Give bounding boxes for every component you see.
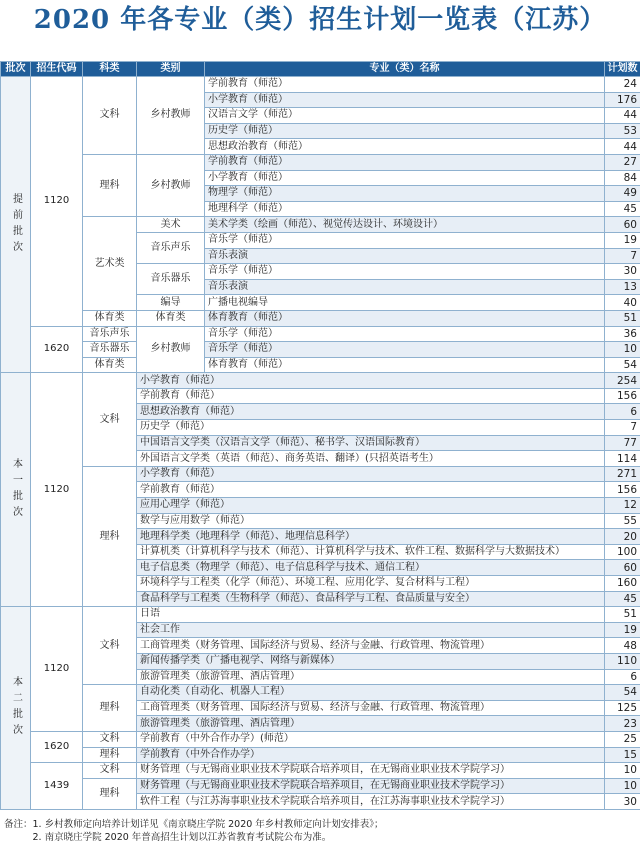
category-cell: 编导 bbox=[137, 295, 205, 311]
table-row bbox=[1, 357, 640, 373]
footnote-1: 备注：1. 乡村教师定向培养计划详见《南京晓庄学院 2020 年乡村教师定向计划安排表》； bbox=[4, 819, 384, 830]
batch-cell: 本二批次 bbox=[1, 607, 31, 810]
count-cell: 48 bbox=[605, 638, 640, 654]
program-cell: 地理科学类（地理科学（师范）、地理信息科学） bbox=[137, 529, 605, 545]
program-cell: 计算机类（计算机科学与技术（师范）、计算机科学与技术、软件工程、数据科学与大数据技术） bbox=[137, 544, 605, 560]
count-cell: 254 bbox=[605, 373, 640, 389]
subject-cell: 体育类 bbox=[83, 310, 137, 326]
batch-cell: 提前批次 bbox=[1, 77, 31, 373]
code-cell: 1120 bbox=[31, 607, 83, 732]
count-cell: 10 bbox=[605, 763, 640, 779]
count-cell: 27 bbox=[605, 154, 640, 170]
count-cell: 13 bbox=[605, 279, 640, 295]
table-row bbox=[1, 310, 640, 326]
count-cell: 44 bbox=[605, 139, 640, 155]
program-cell: 音乐学（师范） bbox=[205, 342, 605, 358]
program-cell: 学前教育（师范） bbox=[205, 77, 605, 93]
count-cell: 19 bbox=[605, 232, 640, 248]
program-cell: 数学与应用数学（师范） bbox=[137, 513, 605, 529]
program-cell: 旅游管理类（旅游管理、酒店管理） bbox=[137, 716, 605, 732]
count-cell: 30 bbox=[605, 264, 640, 280]
table-row bbox=[1, 731, 640, 747]
count-cell: 45 bbox=[605, 201, 640, 217]
table-row bbox=[1, 778, 640, 794]
subject-cell: 体育类 bbox=[83, 357, 137, 373]
program-cell: 应用心理学（师范） bbox=[137, 498, 605, 514]
program-cell: 物理学（师范） bbox=[205, 186, 605, 202]
table-row bbox=[1, 326, 640, 342]
program-cell: 学前教育（中外合作办学） bbox=[137, 747, 605, 763]
subject-cell: 文科 bbox=[83, 77, 137, 155]
subject-cell: 文科 bbox=[83, 731, 137, 747]
program-cell: 食品科学与工程类（生物科学（师范）、食品科学与工程、食品质量与安全） bbox=[137, 591, 605, 607]
subject-cell: 理科 bbox=[83, 685, 137, 732]
table-row bbox=[1, 763, 640, 779]
program-cell: 工商管理类（财务管理、国际经济与贸易、经济与金融、行政管理、物流管理） bbox=[137, 700, 605, 716]
header-category: 类别 bbox=[137, 62, 205, 77]
count-cell: 24 bbox=[605, 77, 640, 93]
program-cell: 外国语言文学类（英语（师范）、商务英语、翻译）(只招英语考生） bbox=[137, 451, 605, 467]
program-cell: 音乐表演 bbox=[205, 279, 605, 295]
program-cell: 新闻传播学类（广播电视学、网络与新媒体） bbox=[137, 653, 605, 669]
program-cell: 旅游管理类（旅游管理、酒店管理） bbox=[137, 669, 605, 685]
program-cell: 思想政治教育（师范） bbox=[137, 404, 605, 420]
count-cell: 10 bbox=[605, 778, 640, 794]
code-cell: 1120 bbox=[31, 77, 83, 327]
category-cell: 乡村教师 bbox=[137, 77, 205, 155]
program-cell: 中国语言文学类（汉语言文学（师范）、秘书学、汉语国际教育） bbox=[137, 435, 605, 451]
category-cell: 音乐声乐 bbox=[137, 232, 205, 263]
header-code: 招生代码 bbox=[31, 62, 83, 77]
count-cell: 36 bbox=[605, 326, 640, 342]
program-cell: 音乐学（师范） bbox=[205, 232, 605, 248]
program-cell: 音乐学（师范） bbox=[205, 326, 605, 342]
program-cell: 财务管理（与无锡商业职业技术学院联合培养项目，在无锡商业职业技术学院学习） bbox=[137, 763, 605, 779]
program-cell: 工商管理类（财务管理、国际经济与贸易、经济与金融、行政管理、物流管理） bbox=[137, 638, 605, 654]
count-cell: 271 bbox=[605, 466, 640, 482]
count-cell: 23 bbox=[605, 716, 640, 732]
count-cell: 53 bbox=[605, 123, 640, 139]
program-cell: 电子信息类（物理学（师范）、电子信息科学与技术、通信工程） bbox=[137, 560, 605, 576]
category-cell: 乡村教师 bbox=[137, 326, 205, 373]
program-cell: 财务管理（与无锡商业职业技术学院联合培养项目，在无锡商业职业技术学院学习） bbox=[137, 778, 605, 794]
count-cell: 125 bbox=[605, 700, 640, 716]
category-cell: 乡村教师 bbox=[137, 154, 205, 216]
subject-cell: 理科 bbox=[83, 466, 137, 606]
footnotes bbox=[4, 818, 636, 844]
header-count: 计划数 bbox=[605, 62, 640, 77]
count-cell: 114 bbox=[605, 451, 640, 467]
program-cell: 美术学类（绘画（师范）、视觉传达设计、环境设计） bbox=[205, 217, 605, 233]
count-cell: 45 bbox=[605, 591, 640, 607]
count-cell: 156 bbox=[605, 482, 640, 498]
table-row bbox=[1, 466, 640, 482]
count-cell: 77 bbox=[605, 435, 640, 451]
count-cell: 15 bbox=[605, 747, 640, 763]
count-cell: 51 bbox=[605, 310, 640, 326]
count-cell: 51 bbox=[605, 607, 640, 623]
program-cell: 历史学（师范） bbox=[137, 420, 605, 436]
count-cell: 55 bbox=[605, 513, 640, 529]
enrollment-plan-table bbox=[0, 61, 640, 810]
program-cell: 小学教育（师范） bbox=[205, 92, 605, 108]
program-cell: 广播电视编导 bbox=[205, 295, 605, 311]
program-cell: 学前教育（师范） bbox=[205, 154, 605, 170]
program-cell: 地理科学（师范） bbox=[205, 201, 605, 217]
count-cell: 60 bbox=[605, 560, 640, 576]
program-cell: 环境科学与工程类（化学（师范）、环境工程、应用化学、复合材料与工程） bbox=[137, 576, 605, 592]
count-cell: 49 bbox=[605, 186, 640, 202]
program-cell: 学前教育（师范） bbox=[137, 482, 605, 498]
count-cell: 7 bbox=[605, 248, 640, 264]
program-cell: 学前教育（中外合作办学）(师范） bbox=[137, 731, 605, 747]
count-cell: 160 bbox=[605, 576, 640, 592]
program-cell: 学前教育（师范） bbox=[137, 388, 605, 404]
program-cell: 自动化类（自动化、机器人工程） bbox=[137, 685, 605, 701]
program-cell: 小学教育（师范） bbox=[137, 466, 605, 482]
count-cell: 6 bbox=[605, 404, 640, 420]
footnote-2: 2. 南京晓庄学院 2020 年普高招生计划以江苏省教育考试院公布为准。 bbox=[4, 832, 332, 843]
subject-cell: 理科 bbox=[83, 747, 137, 763]
table-row bbox=[1, 747, 640, 763]
count-cell: 44 bbox=[605, 108, 640, 124]
count-cell: 54 bbox=[605, 685, 640, 701]
count-cell: 40 bbox=[605, 295, 640, 311]
header-subject: 科类 bbox=[83, 62, 137, 77]
code-cell: 1439 bbox=[31, 763, 83, 810]
table-row bbox=[1, 342, 640, 358]
subject-cell: 理科 bbox=[83, 154, 137, 216]
category-cell: 美术 bbox=[137, 217, 205, 233]
count-cell: 20 bbox=[605, 529, 640, 545]
count-cell: 100 bbox=[605, 544, 640, 560]
subject-cell: 音乐器乐 bbox=[83, 342, 137, 358]
subject-cell: 文科 bbox=[83, 373, 137, 467]
header-batch: 批次 bbox=[1, 62, 31, 77]
program-cell: 音乐学（师范） bbox=[205, 264, 605, 280]
batch-cell: 本一批次 bbox=[1, 373, 31, 607]
count-cell: 7 bbox=[605, 420, 640, 436]
count-cell: 30 bbox=[605, 794, 640, 810]
program-cell: 思想政治教育（师范） bbox=[205, 139, 605, 155]
category-cell: 体育类 bbox=[137, 310, 205, 326]
count-cell: 25 bbox=[605, 731, 640, 747]
count-cell: 54 bbox=[605, 357, 640, 373]
code-cell: 1620 bbox=[31, 731, 83, 762]
count-cell: 176 bbox=[605, 92, 640, 108]
table-row bbox=[1, 217, 640, 233]
count-cell: 110 bbox=[605, 653, 640, 669]
table-row bbox=[1, 154, 640, 170]
program-cell: 历史学（师范） bbox=[205, 123, 605, 139]
program-cell: 体育教育（师范） bbox=[205, 310, 605, 326]
page-title: 2020 年各专业（类）招生计划一览表（江苏） bbox=[33, 5, 607, 35]
program-cell: 汉语言文学（师范） bbox=[205, 108, 605, 124]
subject-cell: 文科 bbox=[83, 763, 137, 779]
program-cell: 音乐表演 bbox=[205, 248, 605, 264]
table-header-row bbox=[1, 62, 640, 77]
subject-cell: 音乐声乐 bbox=[83, 326, 137, 342]
count-cell: 6 bbox=[605, 669, 640, 685]
category-cell: 音乐器乐 bbox=[137, 264, 205, 295]
count-cell: 84 bbox=[605, 170, 640, 186]
table-row bbox=[1, 373, 640, 389]
count-cell: 10 bbox=[605, 342, 640, 358]
program-cell: 小学教育（师范） bbox=[205, 170, 605, 186]
table-row bbox=[1, 607, 640, 623]
program-cell: 小学教育（师范） bbox=[137, 373, 605, 389]
subject-cell: 艺术类 bbox=[83, 217, 137, 311]
program-cell: 体育教育（师范） bbox=[205, 357, 605, 373]
table-row bbox=[1, 685, 640, 701]
code-cell: 1120 bbox=[31, 373, 83, 607]
program-cell: 日语 bbox=[137, 607, 605, 623]
program-cell: 社会工作 bbox=[137, 622, 605, 638]
header-program: 专业（类）名称 bbox=[205, 62, 605, 77]
code-cell: 1620 bbox=[31, 326, 83, 373]
table-row bbox=[1, 77, 640, 93]
program-cell: 软件工程（与江苏海事职业技术学院联合培养项目，在江苏海事职业技术学院学习） bbox=[137, 794, 605, 810]
count-cell: 60 bbox=[605, 217, 640, 233]
count-cell: 19 bbox=[605, 622, 640, 638]
subject-cell: 文科 bbox=[83, 607, 137, 685]
count-cell: 156 bbox=[605, 388, 640, 404]
subject-cell: 理科 bbox=[83, 778, 137, 809]
count-cell: 12 bbox=[605, 498, 640, 514]
